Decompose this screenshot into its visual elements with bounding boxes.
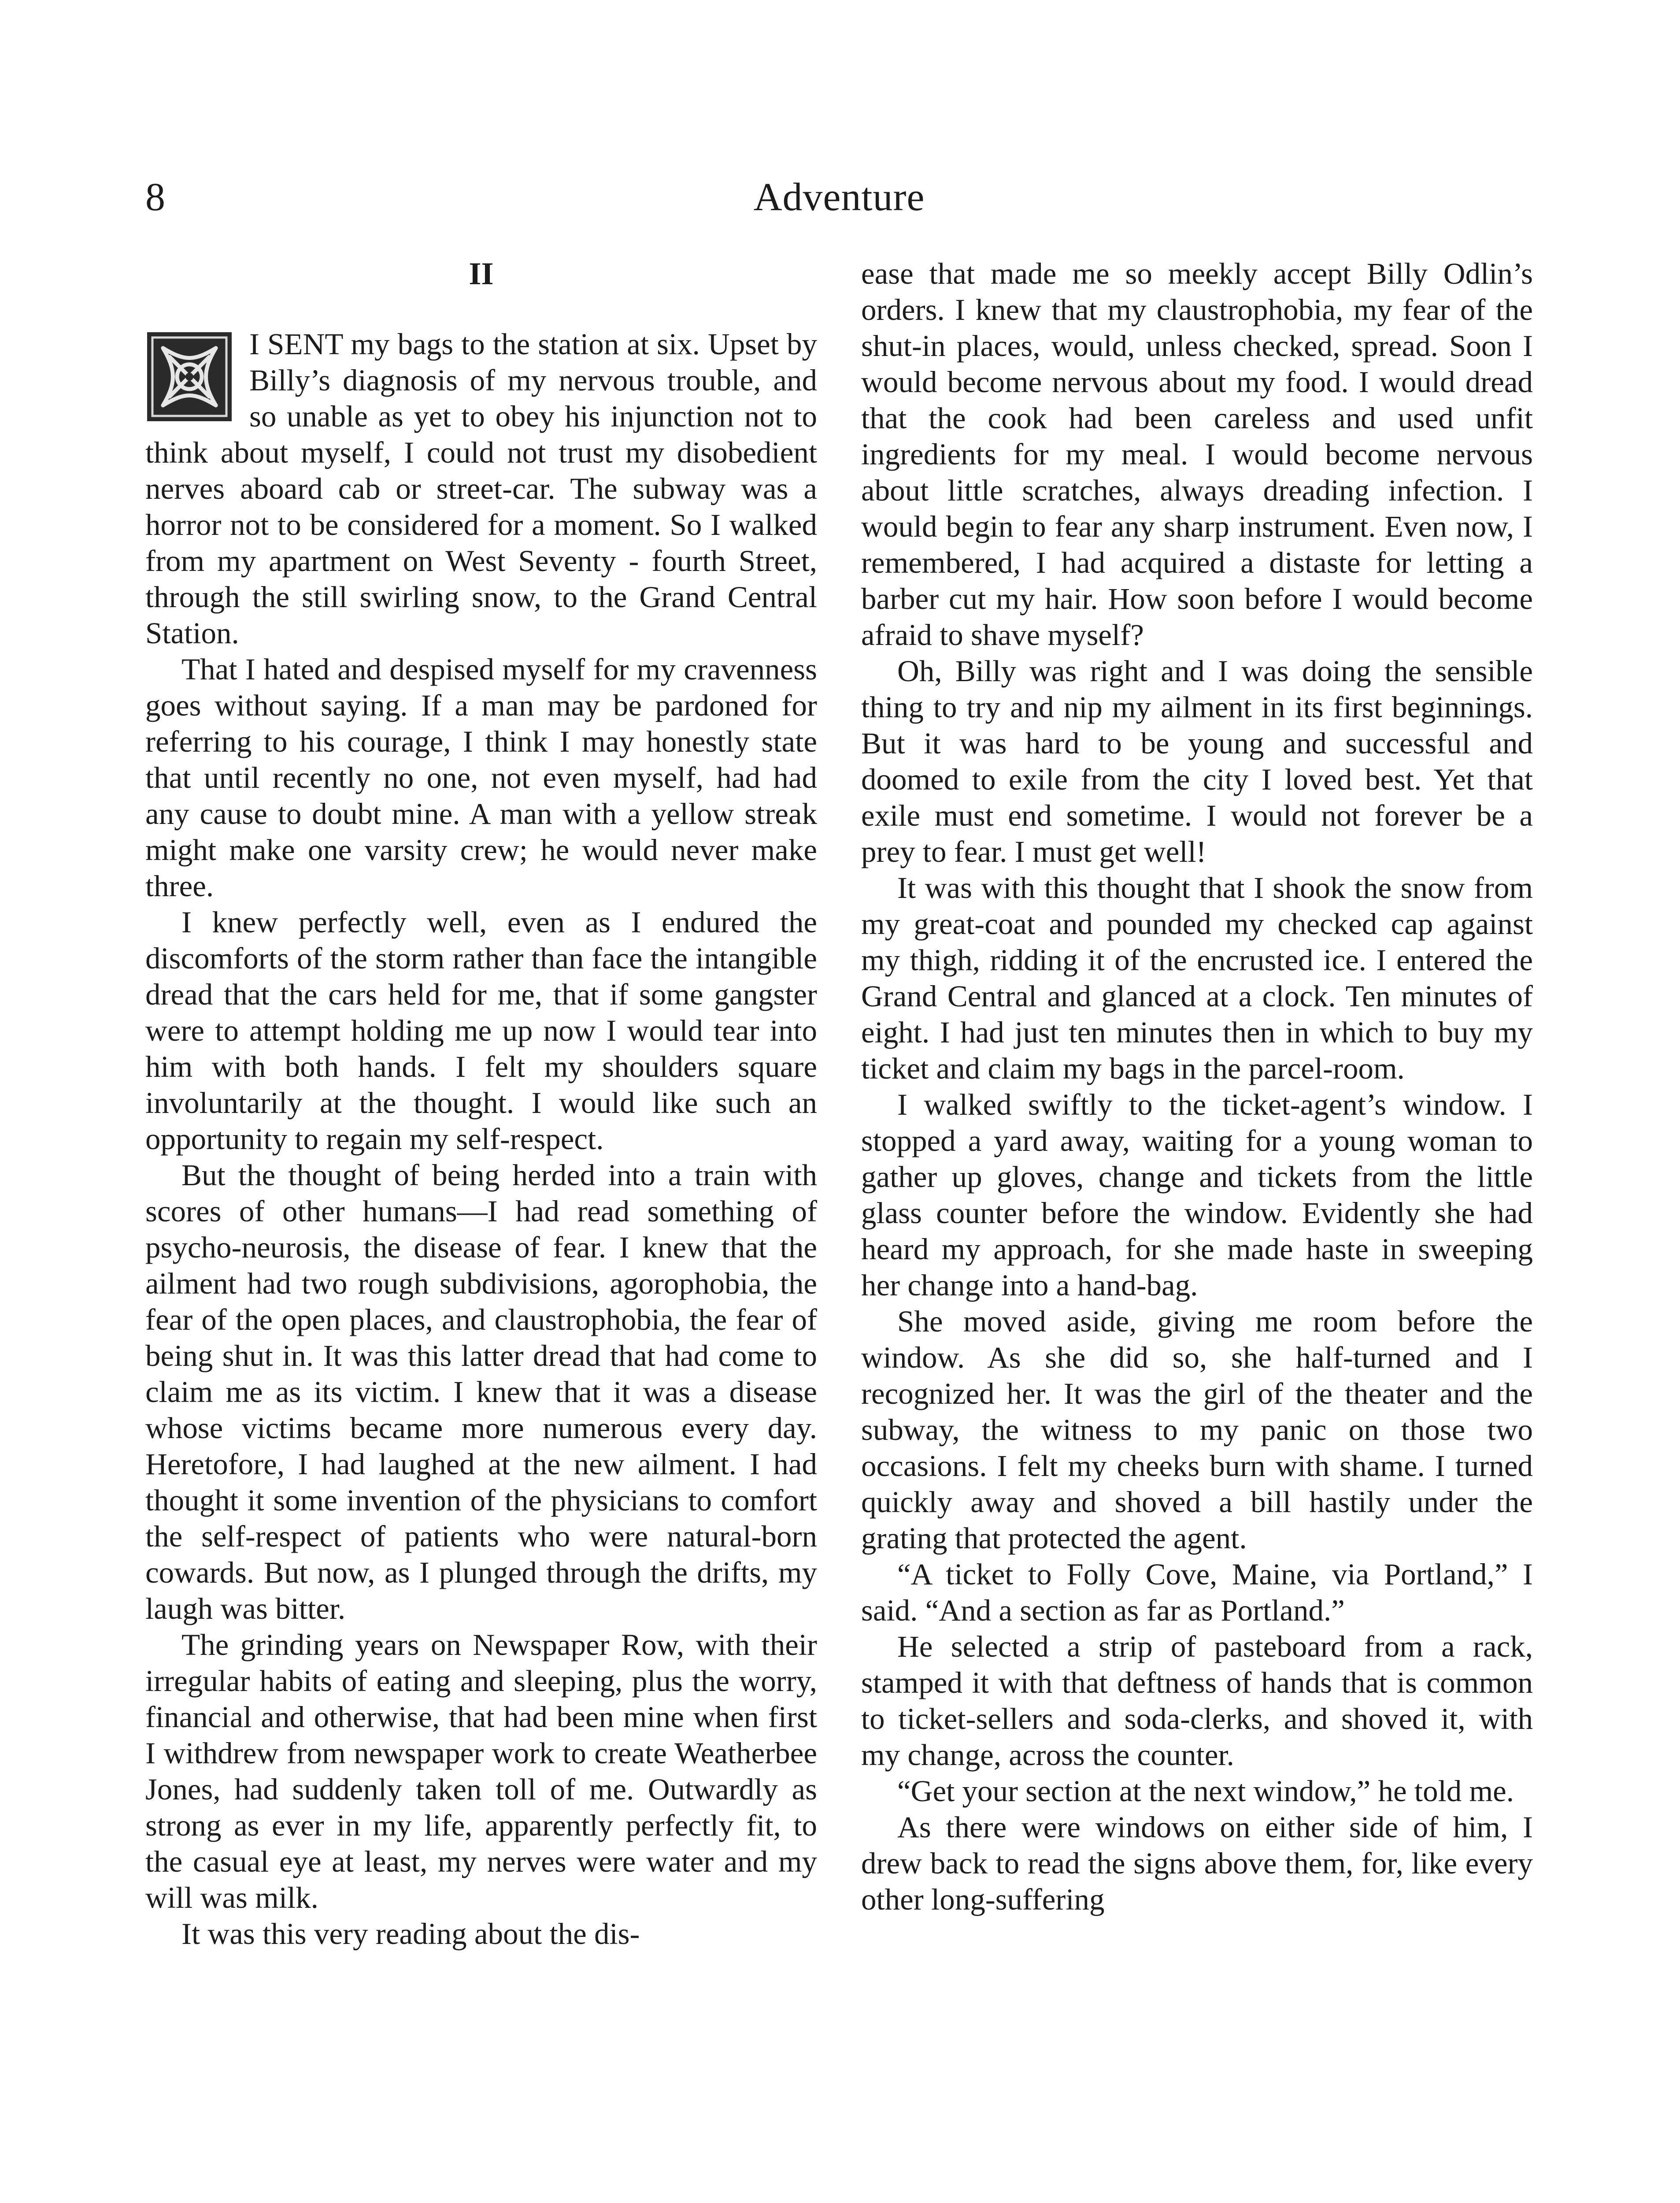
paragraph: I walked swiftly to the ticket-agent’s window. I stopped a yard away, waiting for a young woman to gather up gloves, change and tickets from the little glass counter before the window. Evidently she had heard my approach, for she made haste in sweeping her change into a hand-bag. [861, 1088, 1533, 1302]
paragraph: It was this very reading about the dis- [181, 1917, 640, 1951]
paragraph: As there were windows on either side of him, I drew back to read the signs above them, for, like every other long-suffering [861, 1810, 1533, 1916]
paragraph: He selected a strip of pasteboard from a rack, stamped it with that deftness of hands that is common to ticket-sellers and soda-clerks, and shoved it, with my change, across the counter. [861, 1630, 1533, 1772]
right-column [861, 256, 1533, 1917]
paragraph: Oh, Billy was right and I was doing the sensible thing to try and nip my ailment in its first beginnings. But it was hard to be young and successful and doomed to exile from the city I loved best. Yet that exile must end sometime. I would not forever be a prey to fear. I must get well! [861, 654, 1533, 868]
page-number: 8 [145, 175, 165, 219]
left-column [145, 256, 817, 1952]
paragraph: It was with this thought that I shook the snow from my great-coat and pounded my checked cap against my thigh, ridding it of the encrusted ice. I entered the Grand Central and glanced at a clock. Ten minutes of eight. I had just ten minutes then in which to buy my ticket and claim my bags in the parcel-room. [861, 871, 1533, 1085]
paragraph: “A ticket to Folly Cove, Maine, via Portland,” I said. “And a section as far as Portland.” [861, 1558, 1533, 1627]
paragraph: I SENT my bags to the station at six. Upset by Billy’s diagnosis of my nervous trouble, and so unable as yet to obey his injunction not to think about myself, I could not trust my disobedient nerves aboard cab or street-car. The subway was a horror not to be considered for a moment. So I walked from my apartment on West Seventy - fourth Street, through the still swirling snow, to the Grand Central Station. [145, 327, 817, 650]
running-title: Adventure [753, 175, 925, 219]
paragraph: The grinding years on Newspaper Row, with their irregular habits of eating and sleeping, plus the worry, financial and otherwise, that had been mine when first I withdrew from newspaper work to create Weatherbee Jones, had suddenly taken toll of me. Outwardly as strong as ever in my life, apparently perfectly fit, to the casual eye at least, my nerves were water and my will was milk. [145, 1628, 817, 1914]
celtic-knot-drop-cap-ornament [145, 330, 233, 427]
paragraph: “Get your section at the next window,” he told me. [897, 1774, 1514, 1808]
section-heading: II [469, 256, 494, 291]
paragraph: ease that made me so meekly accept Billy Odlin’s orders. I knew that my claustrophobia, my fear of the shut-in places, would, unless checked, spread. Soon I would become nervous about my food. I would dread that the cook had been careless and used unfit ingredients for my meal. I would become nervous about little scratches, always dreading infection. I would begin to fear any sharp instrument. Even now, I remembered, I had acquired a distaste for letting a barber cut my hair. How soon before I would become afraid to shave myself? [861, 257, 1533, 652]
page-header [145, 171, 1533, 224]
paragraph: I knew perfectly well, even as I endured the discomforts of the storm rather than face the intangible dread that the cars held for me, that if some gangster were to attempt holding me up now I would tear into him with both hands. I felt my shoulders square involuntarily at the thought. I would like such an opportunity to regain my self-respect. [145, 905, 817, 1156]
paragraph: She moved aside, giving me room before the window. As she did so, she half-turned and I recognized her. It was the girl of the theater and the subway, the witness to my panic on those two occasions. I felt my cheeks burn with shame. I turned quickly away and shoved a bill hastily under the grating that protected the agent. [861, 1305, 1533, 1555]
paragraph: That I hated and despised myself for my cravenness goes without saying. If a man may be pardoned for referring to his courage, I think I may honestly state that until recently no one, not even myself, had had any cause to doubt mine. A man with a yellow streak might make one varsity crew; he would never make three. [145, 653, 817, 903]
paragraph: But the thought of being herded into a train with scores of other humans—I had read something of psycho-neurosis, the disease of fear. I knew that the ailment had two rough subdivisions, agorophobia, the fear of the open places, and claustrophobia, the fear of being shut in. It was this latter dread that had come to claim me as its victim. I knew that it was a disease whose victims became more numerous every day. Heretofore, I had laughed at the new ailment. I had thought it some invention of the physicians to comfort the self-respect of patients who were natural-born cowards. But now, as I plunged through the drifts, my laugh was bitter. [145, 1158, 817, 1625]
